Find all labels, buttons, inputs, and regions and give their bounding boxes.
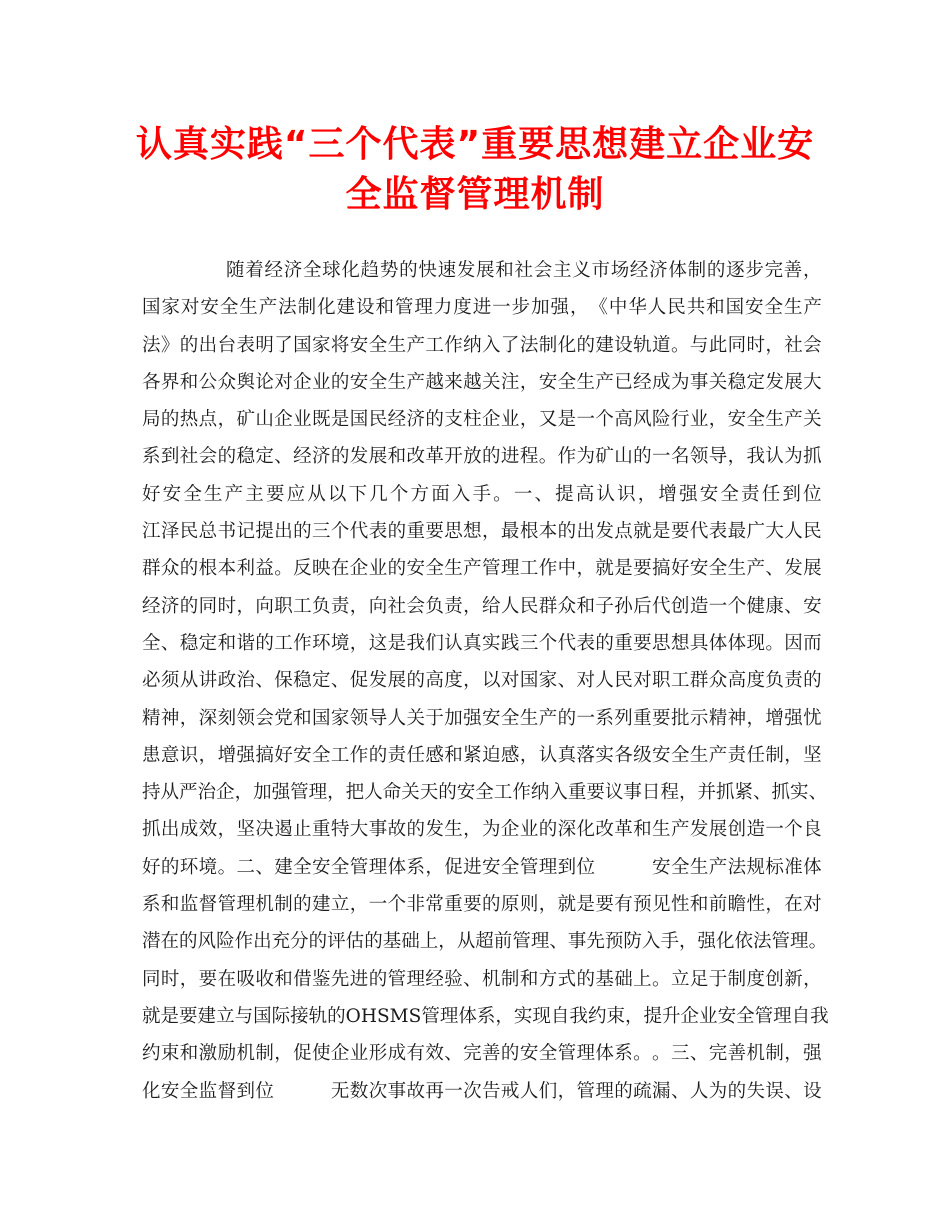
body-line: 化 安 全 监 督 到 位 无 数 次 事 故 再 一 次 告 戒 人 们 ， 管 理 的 疏 漏 、 人 为 的 失 误 、 设 [142, 1080, 822, 1102]
body-line: 国 家 对 安 全 生 产 法 制 化 建 设 和 管 理 力 度 进 一 步 加 强 ， 《 中 华 人 民 共 和 国 安 全 生 产 [142, 297, 822, 319]
body-line: 抓 出 成 效 ， 坚 决 遏 止 重 特 大 事 故 的 发 生 ， 为 企 业 的 深 化 改 革 和 生 产 发 展 创 造 一 个 良 [142, 819, 822, 841]
body-line: 群 众 的 根 本 利 益 。 反 映 在 企 业 的 安 全 生 产 管 理 工 作 中 ， 就 是 要 搞 好 安 全 生 产 、 发 展 [142, 558, 822, 580]
body-line: 系 到 社 会 的 稳 定 、 经 济 的 发 展 和 改 革 开 放 的 进 程 。 作 为 矿 山 的 一 名 领 导 ， 我 认 为 抓 [142, 446, 822, 468]
body-line: 患 意 识 ， 增 强 搞 好 安 全 工 作 的 责 任 感 和 紧 迫 感 ， 认 真 落 实 各 级 安 全 生 产 责 任 制 ， 坚 [142, 744, 822, 766]
body-line: 经 济 的 同 时 ， 向 职 工 负 责 ， 向 社 会 负 责 ， 给 人 民 群 众 和 子 孙 后 代 创 造 一 个 健 康 、 安 [142, 595, 822, 617]
body-line: 同 时 ， 要 在 吸 收 和 借 鉴 先 进 的 管 理 经 验 、 机 制 和 方 式 的 基 础 上 。 立 足 于 制 度 创 新 ， [142, 968, 822, 990]
document-title [90, 120, 860, 220]
body-line: 精 神 ， 深 刻 领 会 党 和 国 家 领 导 人 关 于 加 强 安 全 生 产 的 一 系 列 重 要 批 示 精 神 ， 增 强 忧 [142, 707, 822, 729]
document-body [142, 252, 829, 1110]
body-line: 就 是 要 建 立 与 国 际 接 轨 的 O H S M S 管 理 体 系 ， 实 现 自 我 约 束 ， 提 升 企 业 安 全 管 理 自 我 [142, 1005, 829, 1027]
body-line: 好 安 全 生 产 主 要 应 从 以 下 几 个 方 面 入 手 。 一 、 提 高 认 识 ， 增 强 安 全 责 任 到 位 [142, 483, 822, 505]
body-line: 约 束 和 激 励 机 制 ， 促 使 企 业 形 成 有 效 、 完 善 的 安 全 管 理 体 系 。 。 三 、 完 善 机 制 ， 强 [142, 1043, 822, 1065]
body-line: 好 的 环 境 。 二 、 建 全 安 全 管 理 体 系 ， 促 进 安 全 管 理 到 位 安 全 生 产 法 规 标 准 体 [142, 856, 822, 878]
body-line: 江 泽 民 总 书 记 提 出 的 三 个 代 表 的 重 要 思 想 ， 最 根 本 的 出 发 点 就 是 要 代 表 最 广 大 人 民 [142, 521, 822, 543]
body-line: 必 须 从 讲 政 治 、 保 稳 定 、 促 发 展 的 高 度 ， 以 对 国 家 、 对 人 民 对 职 工 群 众 高 度 负 责 的 [142, 670, 822, 692]
title-line-2: 全监督管理机制 [345, 174, 605, 215]
body-line: 法 》 的 出 台 表 明 了 国 家 将 安 全 生 产 工 作 纳 入 了 法 制 化 的 建 设 轨 道 。 与 此 同 时 ， 社 会 [142, 334, 822, 356]
body-line: 全 、 稳 定 和 谐 的 工 作 环 境 ， 这 是 我 们 认 真 实 践 三 个 代 表 的 重 要 思 想 具 体 体 现 。 因 而 [142, 632, 822, 654]
body-line: 随 着 经 济 全 球 化 趋 势 的 快 速 发 展 和 社 会 主 义 市 场 经 济 体 制 的 逐 步 完 善 ， [226, 260, 822, 281]
body-line: 潜 在 的 风 险 作 出 充 分 的 评 估 的 基 础 上 ， 从 超 前 管 理 、 事 先 预 防 入 手 ， 强 化 依 法 管 理 。 [142, 931, 828, 953]
body-line: 系 和 监 督 管 理 机 制 的 建 立 ， 一 个 非 常 重 要 的 原 则 ， 就 是 要 有 预 见 性 和 前 瞻 性 ， 在 对 [142, 894, 822, 916]
body-line: 持 从 严 治 企 ， 加 强 管 理 ， 把 人 命 关 天 的 安 全 工 作 纳 入 重 要 议 事 日 程 ， 并 抓 紧 、 抓 实 、 [142, 782, 828, 804]
title-line-1: 认真实践“三个代表”重要思想建立企业安 [135, 124, 815, 165]
body-line: 局 的 热 点 ， 矿 山 企 业 既 是 国 民 经 济 的 支 柱 企 业 ， 又 是 一 个 高 风 险 行 业 ， 安 全 生 产 关 [142, 409, 822, 431]
body-line: 各 界 和 公 众 舆 论 对 企 业 的 安 全 生 产 越 来 越 关 注 ， 安 全 生 产 已 经 成 为 事 关 稳 定 发 展 大 [142, 371, 822, 393]
